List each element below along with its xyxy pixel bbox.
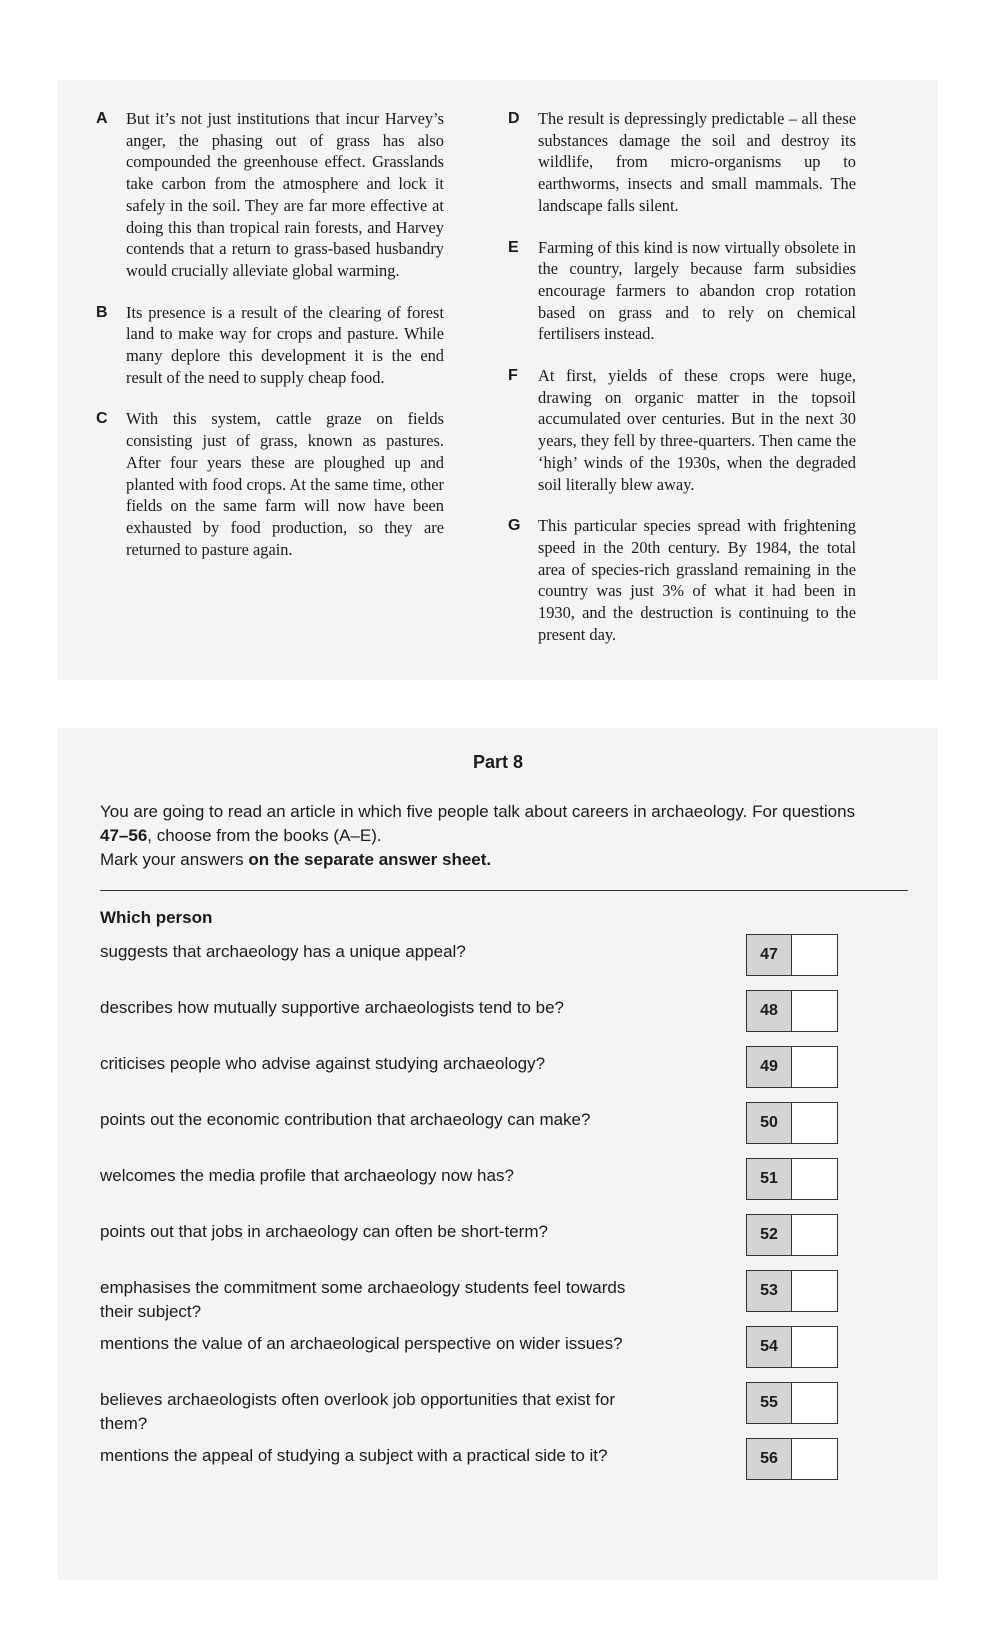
part-title: Part 8 xyxy=(472,752,524,772)
question-number: 55 xyxy=(746,1382,792,1424)
question-row xyxy=(100,990,900,1046)
question-number: 51 xyxy=(746,1158,792,1200)
paragraph-text: At first, yields of these crops were huge, drawing on organic matter in the topsoil accumulated over centuries. But in the next 30 years, they fell by three-quarters. Then came the ‘high’ winds of the 1930s, when the degraded soil literally blew away. xyxy=(538,366,856,494)
instructions-answer-sheet: on the separate answer sheet. xyxy=(248,850,492,869)
question-row xyxy=(100,1270,900,1326)
answer-box[interactable] xyxy=(792,1102,838,1144)
question-number: 54 xyxy=(746,1326,792,1368)
part8-sheet xyxy=(58,728,938,1580)
question-text: points out the economic contribution that archaeology can make? xyxy=(100,1110,591,1129)
question-row xyxy=(100,1102,900,1158)
question-text: criticises people who advise against studying archaeology? xyxy=(100,1054,546,1073)
paragraph-letter: F xyxy=(508,367,518,385)
answer-box[interactable] xyxy=(792,1270,838,1312)
question-row xyxy=(100,1046,900,1102)
question-text: suggests that archaeology has a unique appeal? xyxy=(100,942,466,961)
question-number: 53 xyxy=(746,1270,792,1312)
paragraph-letter: E xyxy=(508,238,519,256)
question-text: describes how mutually supportive archaeologists tend to be? xyxy=(100,998,564,1017)
question-list xyxy=(100,934,900,1494)
question-row xyxy=(100,1382,900,1438)
instructions xyxy=(100,800,880,872)
paragraph-letter: G xyxy=(508,517,521,535)
answer-box[interactable] xyxy=(792,1214,838,1256)
which-person-heading: Which person xyxy=(100,908,213,927)
answer-box[interactable] xyxy=(792,1438,838,1480)
reading-paragraphs-sheet xyxy=(58,80,938,680)
answer-box[interactable] xyxy=(792,1382,838,1424)
paragraph-text: With this system, cattle graze on fields consisting just of grass, known as pastures. After four years these are ploughed up and planted with food crops. At the same time, other fields on the same farm will now have been exhausted by food production, so they are returned to pasture again. xyxy=(126,409,444,559)
question-row xyxy=(100,1438,900,1494)
paragraph-column-left xyxy=(96,108,444,580)
answer-box[interactable] xyxy=(792,934,838,976)
question-number: 52 xyxy=(746,1214,792,1256)
paragraph-letter: B xyxy=(96,303,108,321)
answer-box[interactable] xyxy=(792,1326,838,1368)
paragraph-letter: A xyxy=(96,110,108,127)
paragraph-g xyxy=(508,515,856,645)
paragraph-f xyxy=(508,365,856,495)
paragraph-letter: D xyxy=(508,110,520,127)
divider-rule xyxy=(100,890,908,891)
question-text: points out that jobs in archaeology can often be short-term? xyxy=(100,1222,548,1241)
question-number: 47 xyxy=(746,934,792,976)
question-row xyxy=(100,1158,900,1214)
question-text: emphasises the commitment some archaeology students feel towards their subject? xyxy=(100,1278,626,1321)
paragraph-letter: C xyxy=(96,410,108,428)
question-number: 50 xyxy=(746,1102,792,1144)
instructions-mark-text: Mark your answers xyxy=(100,850,249,869)
paragraph-d xyxy=(508,108,856,217)
answer-box[interactable] xyxy=(792,990,838,1032)
question-row xyxy=(100,934,900,990)
paragraph-c xyxy=(96,408,444,560)
paragraph-text: The result is depressingly predictable – all these substances damage the soil and destroy its wildlife, from micro-organisms up to earthworms, insects and small mammals. The landscape falls silent. xyxy=(538,109,856,215)
question-number: 56 xyxy=(746,1438,792,1480)
instructions-question-range: 47–56 xyxy=(100,826,148,845)
instructions-text: You are going to read an article in which five people talk about careers in archaeology. For questions xyxy=(100,802,856,821)
instructions-text-end: , choose from the books (A–E). xyxy=(147,826,382,845)
question-row xyxy=(100,1214,900,1270)
paragraph-e xyxy=(508,237,856,346)
question-number: 49 xyxy=(746,1046,792,1088)
question-text: mentions the appeal of studying a subject with a practical side to it? xyxy=(100,1446,608,1465)
paragraph-column-right xyxy=(508,108,856,665)
answer-box[interactable] xyxy=(792,1158,838,1200)
paragraph-text: This particular species spread with frightening speed in the 20th century. By 1984, the total area of species-rich grassland remaining in the country was just 3% of what it had been in 1930, and the destruction is continuing to the present day. xyxy=(538,516,856,644)
answer-box[interactable] xyxy=(792,1046,838,1088)
question-text: believes archaeologists often overlook job opportunities that exist for them? xyxy=(100,1390,616,1433)
paragraph-b xyxy=(96,302,444,389)
question-text: welcomes the media profile that archaeology now has? xyxy=(100,1166,514,1185)
question-text: mentions the value of an archaeological perspective on wider issues? xyxy=(100,1334,623,1353)
question-row xyxy=(100,1326,900,1382)
paragraph-text: Farming of this kind is now virtually obsolete in the country, largely because farm subsidies encourage farmers to abandon crop rotation based on grass and to rely on chemical fertilisers instead. xyxy=(538,237,856,344)
paragraph-text: But it’s not just institutions that incur Harvey’s anger, the phasing out of grass has also compounded the greenhouse effect. Grasslands take carbon from the atmosphere and lock it safely in the soil. They are far more effective at doing this than tropical rain forests, and Harvey contends that a return to grass-based husbandry would crucially alleviate global warming. xyxy=(126,109,444,280)
paragraph-a xyxy=(96,108,444,282)
paragraph-text: Its presence is a result of the clearing of forest land to make way for crops and pasture. While many deplore this development it is the end result of the need to supply cheap food. xyxy=(126,302,444,387)
question-number: 48 xyxy=(746,990,792,1032)
